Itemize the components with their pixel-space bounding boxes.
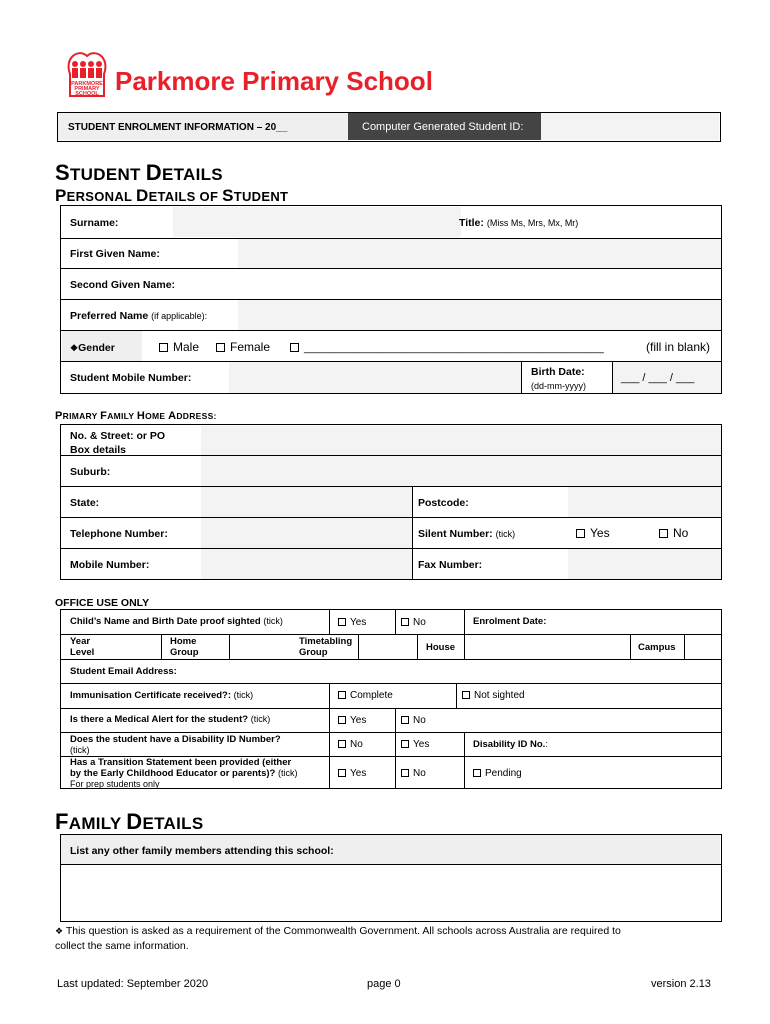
home-group-label: Home Group <box>170 636 199 658</box>
school-logo <box>66 52 108 104</box>
office-use-heading: OFFICE USE ONLY <box>55 597 150 609</box>
title-label: Title: (Miss Ms, Mrs, Mx, Mr) <box>459 217 579 229</box>
campus-label: Campus <box>638 642 676 653</box>
personal-details-heading: PERSONAL DETAILS OF STUDENT <box>55 186 289 205</box>
family-members-label: List any other family members attending this school: <box>70 845 334 857</box>
preferred-name-label: Preferred Name (if applicable): <box>70 310 208 322</box>
immunisation-label: Immunisation Certificate received?: (tick) <box>70 690 254 701</box>
disability-no-option[interactable]: No <box>338 739 363 750</box>
gender-male-option[interactable]: Male <box>159 340 199 354</box>
checkbox-icon[interactable] <box>401 618 409 626</box>
student-id-field[interactable] <box>541 113 719 140</box>
birth-date-format: (dd-mm-yyyy) <box>531 381 586 391</box>
gender-other-option[interactable]: _________________________________________________ <box>290 340 604 354</box>
disability-id-label: Disability ID No.: <box>473 739 548 750</box>
fax-field[interactable] <box>568 549 721 579</box>
diamond-marker-icon: ❖ <box>70 343 79 353</box>
student-mobile-field[interactable] <box>229 362 521 393</box>
checkbox-icon[interactable] <box>401 769 409 777</box>
home-address-heading: PRIMARY FAMILY HOME ADDRESS: <box>55 410 217 422</box>
school-name: Parkmore Primary School <box>115 66 433 96</box>
version: version 2.13 <box>651 978 711 990</box>
gender-female-option[interactable]: Female <box>216 340 270 354</box>
last-updated: Last updated: September 2020 <box>57 978 209 990</box>
disability-label: Does the student have a Disability ID Number? (tick) <box>70 734 281 755</box>
street-field[interactable] <box>201 426 721 455</box>
checkbox-icon[interactable] <box>401 740 409 748</box>
state-label: State: <box>70 497 100 509</box>
enrolment-title: STUDENT ENROLMENT INFORMATION – 20__ <box>68 122 288 133</box>
footnote: ❖ This question is asked as a requirement of the Commonwealth Government. All schools across Australia are required to collect the same information. <box>55 925 621 952</box>
transition-no-option[interactable]: No <box>401 768 426 779</box>
birth-date-blanks: ___ / ___ / ___ <box>621 372 695 384</box>
student-id-label: Computer Generated Student ID: <box>362 121 524 133</box>
enrolment-date-label: Enrolment Date: <box>473 616 547 627</box>
family-details-heading: FAMILY DETAILS <box>55 809 204 834</box>
fill-in-blank-note: (fill in blank) <box>646 340 711 354</box>
checkbox-icon[interactable] <box>659 529 668 538</box>
medical-no-option[interactable]: No <box>401 715 426 726</box>
svg-text:PARKMORE: PARKMORE <box>71 81 103 87</box>
silent-no-option[interactable]: No <box>659 526 688 540</box>
year-level-label: Year Level <box>70 636 95 658</box>
transition-yes-option[interactable]: Yes <box>338 768 366 779</box>
diamond-marker-icon: ❖ <box>55 926 64 936</box>
house-label: House <box>426 642 456 653</box>
student-mobile-label: Student Mobile Number: <box>70 372 192 384</box>
svg-text:PRIMARY: PRIMARY <box>74 86 100 92</box>
transition-pending-option[interactable]: Pending <box>473 768 522 779</box>
medical-yes-option[interactable]: Yes <box>338 715 366 726</box>
suburb-field[interactable] <box>201 456 721 486</box>
checkbox-icon[interactable] <box>338 691 346 699</box>
silent-number-label: Silent Number: (tick) <box>418 528 516 540</box>
checkbox-icon[interactable] <box>338 618 346 626</box>
checkbox-icon[interactable] <box>576 529 585 538</box>
checkbox-icon[interactable] <box>473 769 481 777</box>
checkbox-icon[interactable] <box>159 343 168 352</box>
preferred-name-field[interactable] <box>238 300 721 330</box>
checkbox-icon[interactable] <box>216 343 225 352</box>
postcode-label: Postcode: <box>418 497 469 509</box>
surname-label: Surname: <box>70 217 119 229</box>
second-given-name-label: Second Given Name: <box>70 279 176 291</box>
svg-text:SCHOOL: SCHOOL <box>75 91 99 97</box>
first-given-name-field[interactable] <box>238 239 721 268</box>
first-given-name-label: First Given Name: <box>70 248 160 260</box>
mobile-field[interactable] <box>201 549 412 579</box>
proof-yes-option[interactable]: Yes <box>338 617 366 628</box>
transition-label: Has a Transition Statement been provided (either by the Early Childhood Educator or parents)? (tick) For prep students only <box>70 757 298 789</box>
gender-label: ❖Gender <box>70 342 115 354</box>
checkbox-icon[interactable] <box>338 740 346 748</box>
student-email-label: Student Email Address: <box>70 666 177 677</box>
checkbox-icon[interactable] <box>290 343 299 352</box>
suburb-label: Suburb: <box>70 466 111 478</box>
state-field[interactable] <box>201 487 412 517</box>
family-members-table <box>60 834 722 922</box>
enrolment-header-bar <box>57 112 721 142</box>
telephone-label: Telephone Number: <box>70 528 168 540</box>
silent-yes-option[interactable]: Yes <box>576 526 610 540</box>
checkbox-icon[interactable] <box>401 716 409 724</box>
street-label: No. & Street: or PO Box details <box>70 430 166 456</box>
checkbox-icon[interactable] <box>338 716 346 724</box>
student-details-heading: STUDENT DETAILS <box>55 160 223 185</box>
fax-label: Fax Number: <box>418 559 483 571</box>
page-number: page 0 <box>367 978 401 990</box>
checkbox-icon[interactable] <box>338 769 346 777</box>
disability-yes-option[interactable]: Yes <box>401 739 429 750</box>
surname-field[interactable] <box>173 207 461 237</box>
family-members-field[interactable] <box>61 865 720 920</box>
mobile-label: Mobile Number: <box>70 559 150 571</box>
telephone-field[interactable] <box>201 518 412 548</box>
checkbox-icon[interactable] <box>462 691 470 699</box>
medical-alert-label: Is there a Medical Alert for the student? (tick) <box>70 714 271 725</box>
immunisation-not-sighted-option[interactable]: Not sighted <box>462 690 525 701</box>
birth-date-label: Birth Date: <box>531 366 585 378</box>
home-address-table <box>60 424 722 580</box>
timetabling-group-label: Timetabling Group <box>299 636 353 658</box>
office-use-table <box>60 609 722 789</box>
immunisation-complete-option[interactable]: Complete <box>338 690 393 701</box>
personal-details-table <box>60 205 722 394</box>
proof-sighted-label: Child’s Name and Birth Date proof sighted (tick) <box>70 616 283 627</box>
postcode-field[interactable] <box>568 487 721 517</box>
proof-no-option[interactable]: No <box>401 617 426 628</box>
